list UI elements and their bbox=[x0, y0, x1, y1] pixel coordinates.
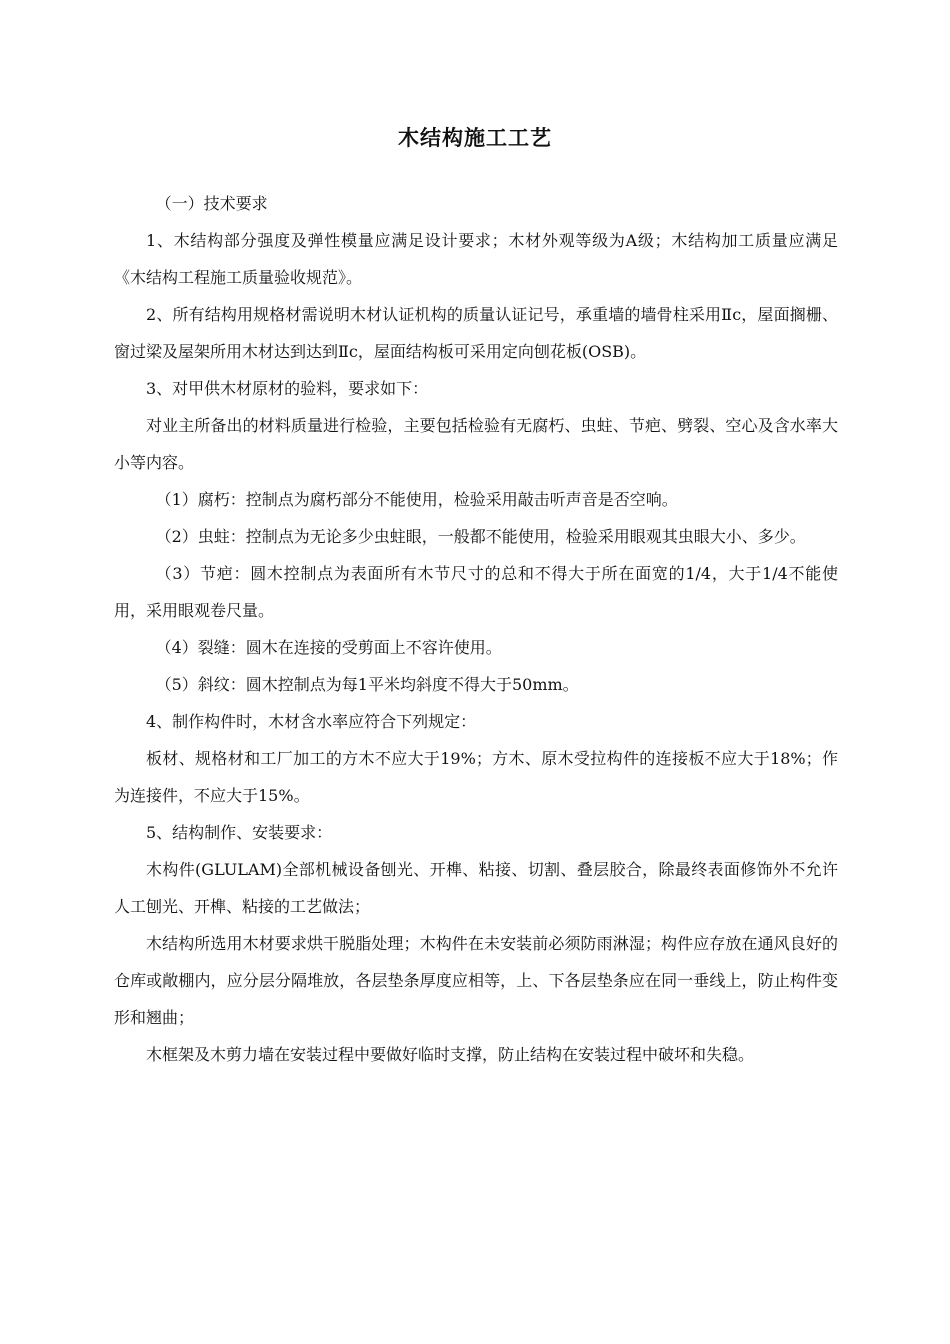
paragraph: 3、对甲供木材原材的验料，要求如下： bbox=[146, 379, 429, 398]
section-heading: （一）技术要求 bbox=[155, 194, 268, 213]
list-item: （5）斜纹：圆木控制点为每1平米均斜度不得大于50mm。 bbox=[155, 675, 579, 694]
paragraph: 对业主所备出的材料质量进行检验，主要包括检验有无腐朽、虫蛀、节疤、劈裂、空心及含水率大小等内容。 bbox=[114, 416, 838, 472]
paragraph: 2、所有结构用规格材需说明木材认证机构的质量认证记号，承重墙的墙骨柱采用Ⅱc，屋面搁栅、窗过梁及屋架所用木材达到达到Ⅱc，屋面结构板可采用定向刨花板(OSB)。 bbox=[114, 305, 838, 361]
list-item: （1）腐朽：控制点为腐朽部分不能使用，检验采用敲击听声音是否空响。 bbox=[155, 490, 678, 509]
paragraph: 木结构所选用木材要求烘干脱脂处理；木构件在未安装前必须防雨淋湿；构件应存放在通风良好的仓库或敞棚内，应分层分隔堆放，各层垫条厚度应相等，上、下各层垫条应在同一垂线上，防止构件变形和翘曲； bbox=[114, 934, 838, 1027]
paragraph: 5、结构制作、安装要求： bbox=[146, 823, 333, 842]
paragraph: 4、制作构件时，木材含水率应符合下列规定： bbox=[146, 712, 477, 731]
document-title: 木结构施工工艺 bbox=[398, 126, 552, 150]
paragraph: 板材、规格材和工厂加工的方木不应大于19%；方木、原木受拉构件的连接板不应大于18%；作为连接件，不应大于15%。 bbox=[114, 749, 838, 805]
paragraph: 1、木结构部分强度及弹性模量应满足设计要求；木材外观等级为A级；木结构加工质量应满足《木结构工程施工质量验收规范》。 bbox=[114, 231, 838, 287]
list-item: （2）虫蛀：控制点为无论多少虫蛀眼，一般都不能使用，检验采用眼观其虫眼大小、多少。 bbox=[155, 527, 806, 546]
paragraph: 木框架及木剪力墙在安装过程中要做好临时支撑，防止结构在安装过程中破坏和失稳。 bbox=[146, 1045, 755, 1064]
list-item: （4）裂缝：圆木在连接的受剪面上不容许使用。 bbox=[155, 638, 502, 657]
list-item: （3）节疤：圆木控制点为表面所有木节尺寸的总和不得大于所在面宽的1/4，大于1/4不能使用，采用眼观卷尺量。 bbox=[114, 564, 838, 620]
document-body bbox=[114, 185, 838, 1073]
paragraph: 木构件(GLULAM)全部机械设备刨光、开榫、粘接、切割、叠层胶合，除最终表面修饰外不允许人工刨光、开榫、粘接的工艺做法； bbox=[114, 860, 838, 916]
